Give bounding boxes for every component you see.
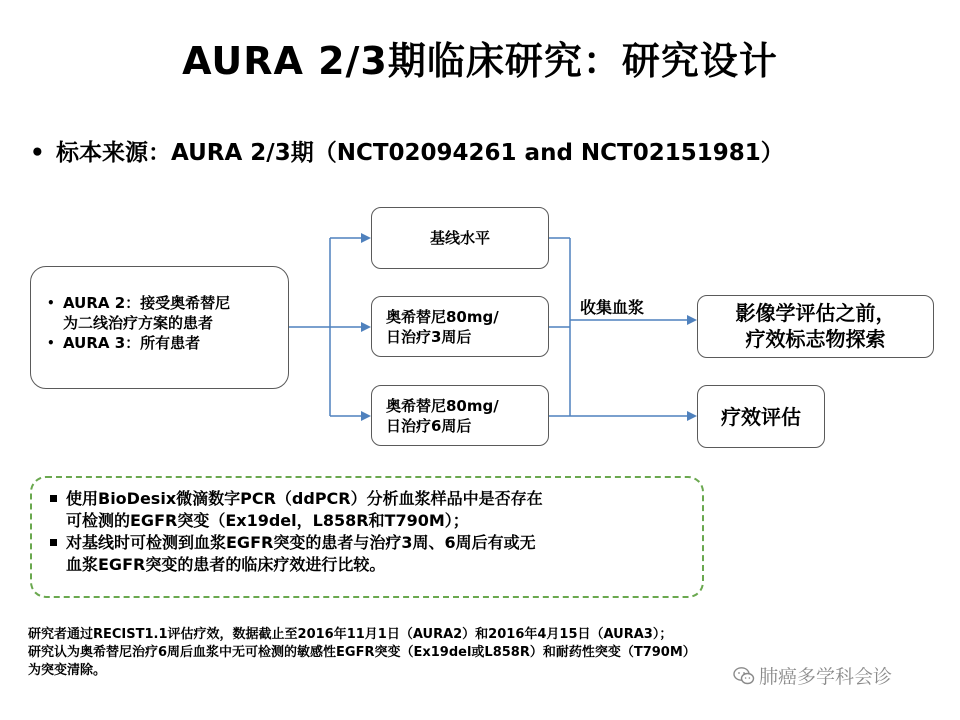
method-notes-box [30,476,704,598]
watermark-text: 肺癌多学科会诊 [759,666,893,688]
baseline-label: 基线水平 [429,229,490,247]
week3-box: 奥希替尼80mg/ 日治疗3周后 [371,296,549,357]
patient-groups-box [30,266,289,389]
baseline-box [371,207,549,269]
collect-plasma-label: 收集血浆 [580,298,645,317]
method-note-item: 使用BioDesix微滴数字PCR（ddPCR）分析血浆样品中是否存在 可检测的EGFR突变（Ex19del，L858R和T790M）； [50,488,688,532]
footnote: 研究者通过RECIST1.1评估疗效，数据截止至2016年11月1日（AURA2）和2016年4月15日（AURA3）； 研究认为奥希替尼治疗6周后血浆中无可检测的敏感性EGFR突变（Ex19del或L858R）和耐药性突变（T790M） 为突变清除。 [28,627,696,678]
slide-title: AURA 2/3期临床研究：研究设计 [182,39,778,83]
sample-source-text: 标本来源：AURA 2/3期（NCT02094261 and NCT02151981） [56,140,784,166]
bullet-dot: • [30,140,45,166]
week6-box: 奥希替尼80mg/ 日治疗6周后 [371,385,549,446]
imaging-biomarker-box: 影像学评估之前， 疗效标志物探索 [697,295,934,358]
watermark [733,662,892,689]
efficacy-label: 疗效评估 [721,404,801,429]
group-item-aura3: • AURA 3：所有患者 [45,333,276,353]
wechat-icon [733,666,755,686]
efficacy-box [697,385,825,448]
method-note-item: 对基线时可检测到血浆EGFR突变的患者与治疗3周、6周后有或无 血浆EGFR突变的患者的临床疗效进行比较。 [50,532,688,576]
group-item-aura2: • AURA 2：接受奥希替尼 为二线治疗方案的患者 [45,293,276,333]
